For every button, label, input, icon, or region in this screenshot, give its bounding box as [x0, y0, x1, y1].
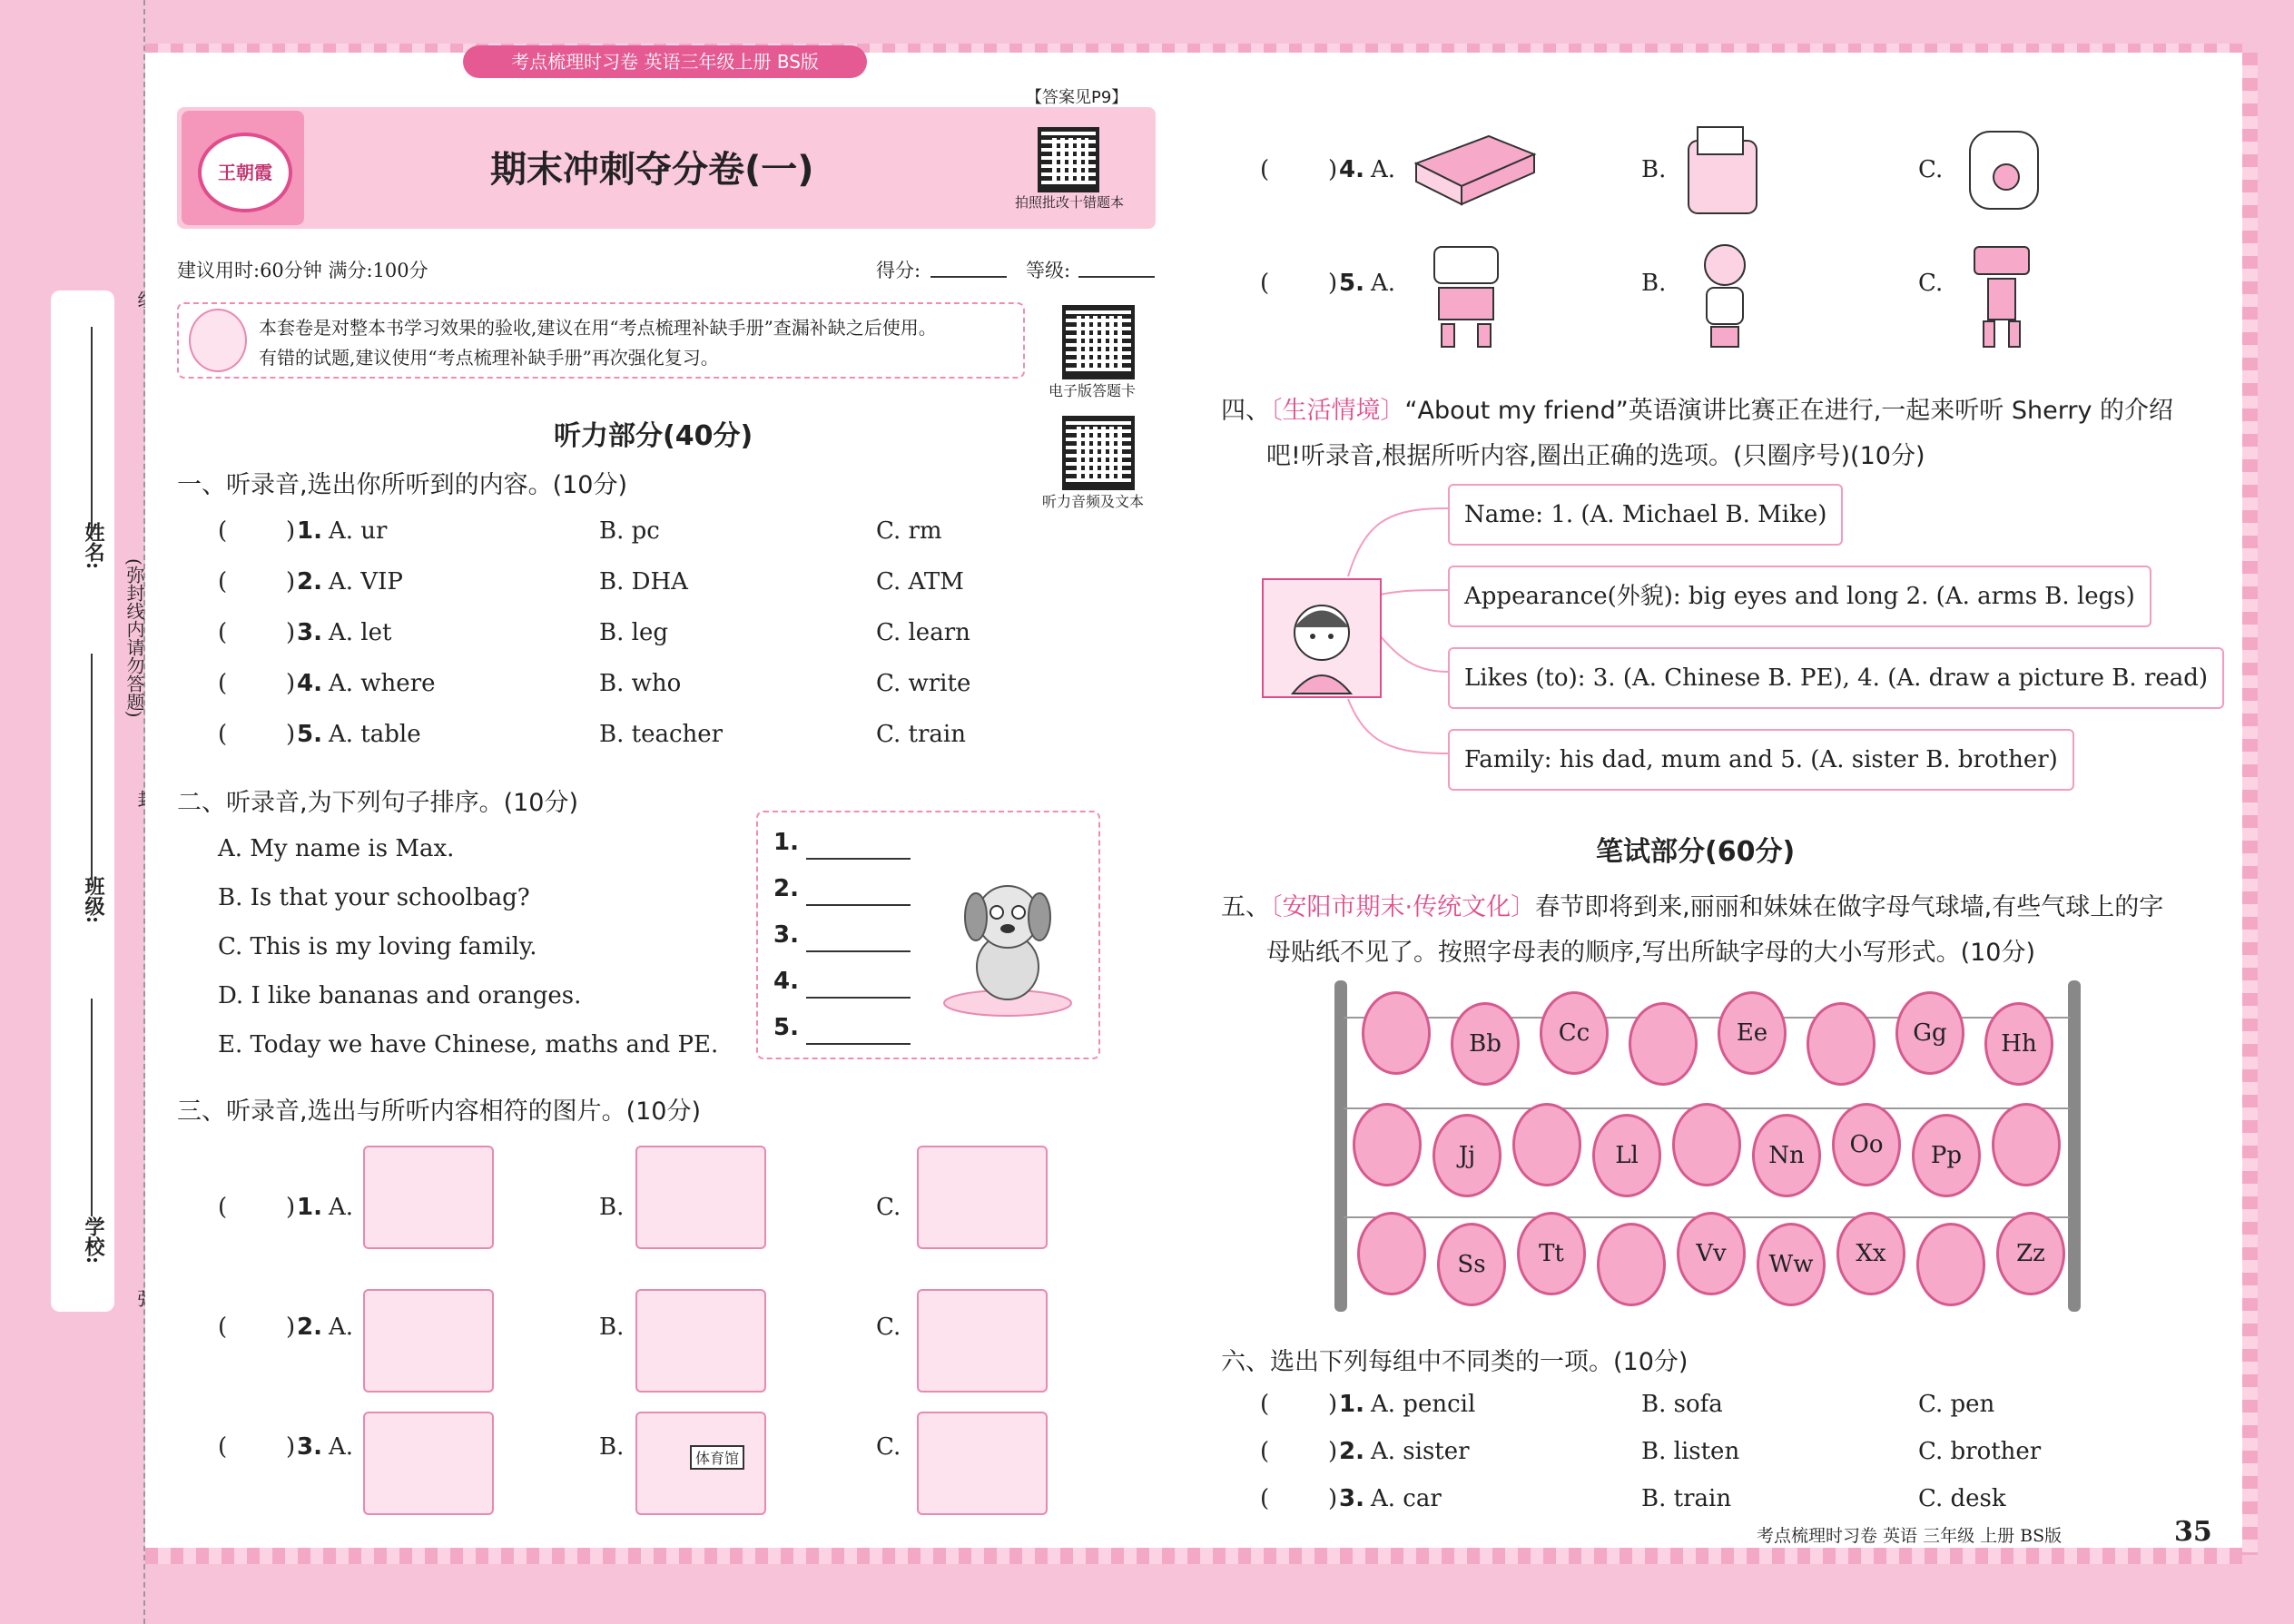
option-b[interactable]: B. train: [1641, 1485, 1732, 1512]
answer-bracket-close: ): [286, 1433, 296, 1461]
q2-title: 二、听录音,为下列句子排序。(10分): [177, 789, 579, 817]
answer-bracket-close: ): [286, 517, 296, 545]
q2-answer-blank[interactable]: [806, 1043, 911, 1045]
letter-balloon: Hh: [1984, 1002, 2053, 1086]
option-c[interactable]: C. pen: [1918, 1391, 1995, 1418]
answer-bracket-open[interactable]: (: [1260, 1391, 1270, 1418]
time-info: 建议用时:60分钟 满分:100分: [177, 260, 428, 281]
q5-text-1: 春节即将到来,丽丽和妹妹在做字母气球墙,有些气球上的字: [1535, 893, 2164, 921]
blank-balloon[interactable]: [1807, 1002, 1876, 1086]
q4-info-appearance: Appearance(外貌): big eyes and long 2. (A. arms B. legs): [1448, 566, 2151, 627]
letter-balloon: Ee: [1718, 991, 1787, 1075]
answer-bracket-close: ): [1328, 1438, 1338, 1465]
note-line-2: 有错的试题,建议使用“考点梳理补缺手册”再次强化复习。: [259, 347, 719, 369]
letter-balloon: Cc: [1540, 991, 1609, 1075]
name-label: 姓名:: [82, 522, 105, 570]
question-number: 2.: [297, 568, 322, 595]
q4-info-likes: Likes (to): 3. (A. Chinese B. PE), 4. (A. draw a picture B. read): [1448, 647, 2224, 709]
q4-text-2: 吧!听录音,根据所听内容,圈出正确的选项。(只圈序号)(10分): [1266, 442, 1925, 470]
series-banner: 考点梳理时习卷 英语三年级上册 BS版: [463, 45, 867, 78]
grade-blank[interactable]: [1078, 276, 1155, 278]
q2-answer-blank[interactable]: [806, 858, 911, 860]
letter-balloon: Pp: [1912, 1114, 1981, 1197]
robot-c-icon: [1956, 238, 2047, 351]
letter-balloon: Vv: [1677, 1212, 1746, 1295]
note-line-1: 本套卷是对整本书学习效果的验收,建议在用“考点梳理补缺手册”查漏补缺之后使用。: [259, 317, 937, 339]
answer-bracket-close: ): [286, 1194, 296, 1221]
answer-bracket-open[interactable]: (: [1260, 1485, 1270, 1512]
scene-picture-icon: [917, 1289, 1048, 1393]
answer-bracket-close: ): [286, 1314, 296, 1341]
answer-bracket-open[interactable]: (: [218, 721, 228, 748]
scene-picture-icon: [635, 1289, 766, 1393]
scene-picture-icon: [363, 1289, 494, 1393]
question-number: 5.: [1339, 270, 1364, 297]
letter-balloon: Ww: [1757, 1223, 1826, 1306]
score-label: 得分:: [876, 260, 921, 281]
answer-bracket-open[interactable]: (: [218, 619, 228, 646]
q2-answer-blank[interactable]: [806, 904, 911, 906]
option-a[interactable]: A. pencil: [1371, 1391, 1476, 1418]
option-b[interactable]: B.: [599, 1433, 625, 1461]
qr-caption-correct: 拍照批改十错题本: [1015, 194, 1125, 211]
q2-blank-number: 1.: [773, 829, 799, 856]
option-b[interactable]: B.: [1641, 156, 1667, 183]
q4-prefix: 四、: [1221, 397, 1270, 425]
gym-sign: 体育馆: [690, 1445, 744, 1470]
option-b[interactable]: B. leg: [599, 619, 668, 646]
letter-balloon: Nn: [1752, 1114, 1821, 1197]
option-a[interactable]: A.: [1371, 156, 1396, 183]
q2-sentence: E. Today we have Chinese, maths and PE.: [218, 1031, 719, 1058]
option-a[interactable]: A. table: [329, 721, 421, 748]
answer-card-qr-icon[interactable]: [1062, 305, 1135, 379]
option-b[interactable]: B. teacher: [599, 721, 724, 748]
answer-bracket-open[interactable]: (: [218, 568, 228, 595]
answer-bracket-close: ): [286, 568, 296, 595]
question-number: 1.: [297, 517, 322, 545]
student-info-strip: [51, 290, 114, 1312]
q5-prefix: 五、: [1221, 893, 1270, 921]
blank-balloon[interactable]: [1629, 1002, 1698, 1086]
letter-balloon: Xx: [1836, 1212, 1905, 1295]
option-b[interactable]: B.: [599, 1314, 625, 1341]
option-c[interactable]: C. write: [876, 670, 971, 697]
answer-bracket-open[interactable]: (: [218, 1433, 228, 1461]
seal-notice: (弥封线内请勿答题): [123, 558, 145, 718]
q2-sentence: B. Is that your schoolbag?: [218, 884, 530, 911]
brand-logo: [182, 111, 304, 225]
answer-bracket-open[interactable]: (: [218, 1194, 228, 1221]
scene-picture-icon: [363, 1412, 494, 1515]
option-b[interactable]: B.: [599, 1194, 625, 1221]
q5-heading: [1221, 887, 2163, 922]
letter-balloon: Tt: [1517, 1212, 1586, 1295]
blank-balloon[interactable]: [1672, 1103, 1741, 1186]
q6-title: 六、选出下列每组中不同类的一项。(10分): [1221, 1348, 1689, 1376]
letter-balloon: Ll: [1592, 1114, 1661, 1197]
option-a[interactable]: A. VIP: [329, 568, 403, 595]
question-number: 1.: [1339, 1391, 1364, 1418]
answer-bracket-open[interactable]: (: [1260, 270, 1270, 297]
option-b[interactable]: B. listen: [1641, 1438, 1740, 1465]
q4-tag: 〔生活情境〕: [1270, 397, 1405, 425]
scene-picture-icon: [363, 1146, 494, 1249]
blank-balloon[interactable]: [1512, 1103, 1581, 1186]
question-number: 2.: [1339, 1438, 1364, 1465]
writing-section-title: 笔试部分(60分): [1596, 836, 1796, 868]
q4-info-family: Family: his dad, mum and 5. (A. sister B. brother): [1448, 729, 2074, 791]
qr-code-icon[interactable]: [1038, 127, 1099, 192]
option-c[interactable]: C.: [1918, 270, 1944, 297]
qr-caption-card: 电子版答题卡: [1049, 382, 1137, 399]
question-number: 3.: [297, 1433, 322, 1461]
option-c[interactable]: C.: [876, 1314, 901, 1341]
option-c[interactable]: C. train: [876, 721, 966, 748]
answer-bracket-open[interactable]: (: [1260, 1438, 1270, 1465]
letter-balloon: Zz: [1996, 1212, 2065, 1295]
page-number: 35: [2174, 1516, 2212, 1548]
class-label: 班级:: [82, 876, 105, 924]
option-c[interactable]: C.: [876, 1194, 901, 1221]
option-b[interactable]: B. pc: [599, 517, 660, 545]
balloon-wall-pole-left: [1334, 980, 1347, 1312]
q2-sentence: D. I like bananas and oranges.: [218, 982, 582, 1009]
page-title: 期末冲刺夺分卷(一): [490, 149, 814, 191]
q2-sentence: A. My name is Max.: [218, 835, 455, 862]
option-c[interactable]: C. desk: [1918, 1485, 2006, 1512]
answer-bracket-close: ): [286, 619, 296, 646]
name-line: [91, 327, 93, 536]
option-c[interactable]: C.: [1918, 156, 1944, 183]
scene-picture-icon: [917, 1146, 1048, 1249]
answer-bracket-open[interactable]: (: [218, 517, 228, 545]
q5-tag: 〔安阳市期末·传统文化〕: [1270, 893, 1536, 921]
option-b[interactable]: B.: [1641, 270, 1667, 297]
option-c[interactable]: C. learn: [876, 619, 970, 646]
q2-blank-number: 2.: [773, 875, 799, 902]
grade-label: 等级:: [1026, 260, 1071, 281]
q2-answer-blank[interactable]: [806, 997, 911, 999]
scene-picture-icon: [917, 1412, 1048, 1515]
option-b[interactable]: B. DHA: [599, 568, 688, 595]
letter-balloon: Oo: [1832, 1103, 1901, 1186]
option-a[interactable]: A. where: [329, 670, 436, 697]
q5-text-2: 母贴纸不见了。按照字母表的顺序,写出所缺字母的大小写形式。(10分): [1266, 939, 2036, 967]
blank-balloon[interactable]: [1353, 1103, 1422, 1186]
blank-balloon[interactable]: [1362, 991, 1431, 1075]
school-label: 学校:: [82, 1216, 105, 1265]
question-number: 2.: [297, 1314, 322, 1341]
answer-bracket-open[interactable]: (: [218, 670, 228, 697]
answer-bracket-close: ): [1328, 1391, 1338, 1418]
blank-balloon[interactable]: [1597, 1223, 1666, 1306]
option-c[interactable]: C.: [876, 1433, 901, 1461]
scene-picture-icon: [635, 1146, 766, 1249]
option-b[interactable]: B. who: [599, 670, 682, 697]
option-c[interactable]: C. ATM: [876, 568, 964, 595]
blank-balloon[interactable]: [1357, 1212, 1426, 1295]
logo-badge: 王朝霞: [198, 133, 292, 212]
answer-bracket-close: ): [286, 721, 296, 748]
question-number: 3.: [1339, 1485, 1364, 1512]
option-a[interactable]: A.: [1371, 270, 1396, 297]
boy-face-icon: [1264, 580, 1380, 696]
boy-portrait-icon: [1262, 578, 1382, 698]
q2-answer-blank[interactable]: [806, 950, 911, 952]
class-line: [91, 654, 93, 881]
backpack-icon: [1670, 118, 1779, 218]
answer-bracket-close: ): [286, 670, 296, 697]
school-line: [91, 999, 93, 1216]
option-b[interactable]: B. sofa: [1641, 1391, 1723, 1418]
option-c[interactable]: C. brother: [1918, 1438, 2042, 1465]
robot-a-icon: [1407, 238, 1525, 351]
blank-balloon[interactable]: [1916, 1223, 1985, 1306]
question-number: 4.: [1339, 156, 1364, 183]
audio-qr-icon[interactable]: [1062, 416, 1135, 490]
question-number: 1.: [297, 1194, 322, 1221]
q4-text-1: “About my friend”英语演讲比赛正在进行,一起来听听 Sherry 的介绍: [1404, 397, 2174, 425]
dog-icon: [935, 867, 1080, 1021]
letter-balloon: Bb: [1451, 1002, 1520, 1086]
option-a[interactable]: A.: [329, 1194, 354, 1221]
listening-section-title: 听力部分(40分): [554, 420, 753, 452]
robot-b-icon: [1675, 238, 1775, 351]
letter-balloon: Gg: [1895, 991, 1964, 1075]
option-a[interactable]: A. let: [329, 619, 392, 646]
qr-caption-audio: 听力音频及文本: [1042, 493, 1145, 510]
q1-title: 一、听录音,选出你所听到的内容。(10分): [177, 471, 628, 499]
option-a[interactable]: A.: [329, 1433, 354, 1461]
option-a[interactable]: A. car: [1371, 1485, 1442, 1512]
answer-bracket-open[interactable]: (: [1260, 156, 1270, 183]
option-a[interactable]: A. ur: [329, 517, 388, 545]
girl-avatar-icon: [189, 309, 247, 372]
answer-bracket-close: ): [1328, 270, 1338, 297]
option-a[interactable]: A.: [329, 1314, 354, 1341]
letter-balloon: Ss: [1437, 1223, 1506, 1306]
option-c[interactable]: C. rm: [876, 517, 942, 545]
answer-bracket-close: ): [1328, 156, 1338, 183]
question-number: 5.: [297, 721, 322, 748]
answer-reference: 【答案见P9】: [1026, 88, 1128, 107]
q4-heading: [1221, 390, 2173, 426]
q3-title: 三、听录音,选出与所听内容相符的图片。(10分): [177, 1097, 702, 1126]
q2-sentence: C. This is my loving family.: [218, 933, 537, 960]
question-number: 3.: [297, 619, 322, 646]
blank-balloon[interactable]: [1992, 1103, 2061, 1186]
score-blank[interactable]: [930, 276, 1007, 278]
letter-balloon: Jj: [1433, 1114, 1501, 1197]
balloon-wall-pole-right: [2068, 980, 2081, 1312]
footer-series: 考点梳理时习卷 英语 三年级 上册 BS版: [1757, 1526, 2063, 1546]
q2-blank-number: 3.: [773, 921, 799, 949]
schoolbag-icon: [1952, 113, 2061, 213]
question-number: 4.: [297, 670, 322, 697]
q2-blank-number: 4.: [773, 968, 799, 995]
bottom-border: [145, 1548, 2242, 1564]
q4-info-name: Name: 1. (A. Michael B. Mike): [1448, 484, 1843, 546]
pencil-case-icon: [1407, 118, 1543, 209]
q2-blank-number: 5.: [773, 1014, 799, 1041]
option-a[interactable]: A. sister: [1371, 1438, 1470, 1465]
answer-bracket-open[interactable]: (: [218, 1314, 228, 1341]
answer-bracket-close: ): [1328, 1485, 1338, 1512]
